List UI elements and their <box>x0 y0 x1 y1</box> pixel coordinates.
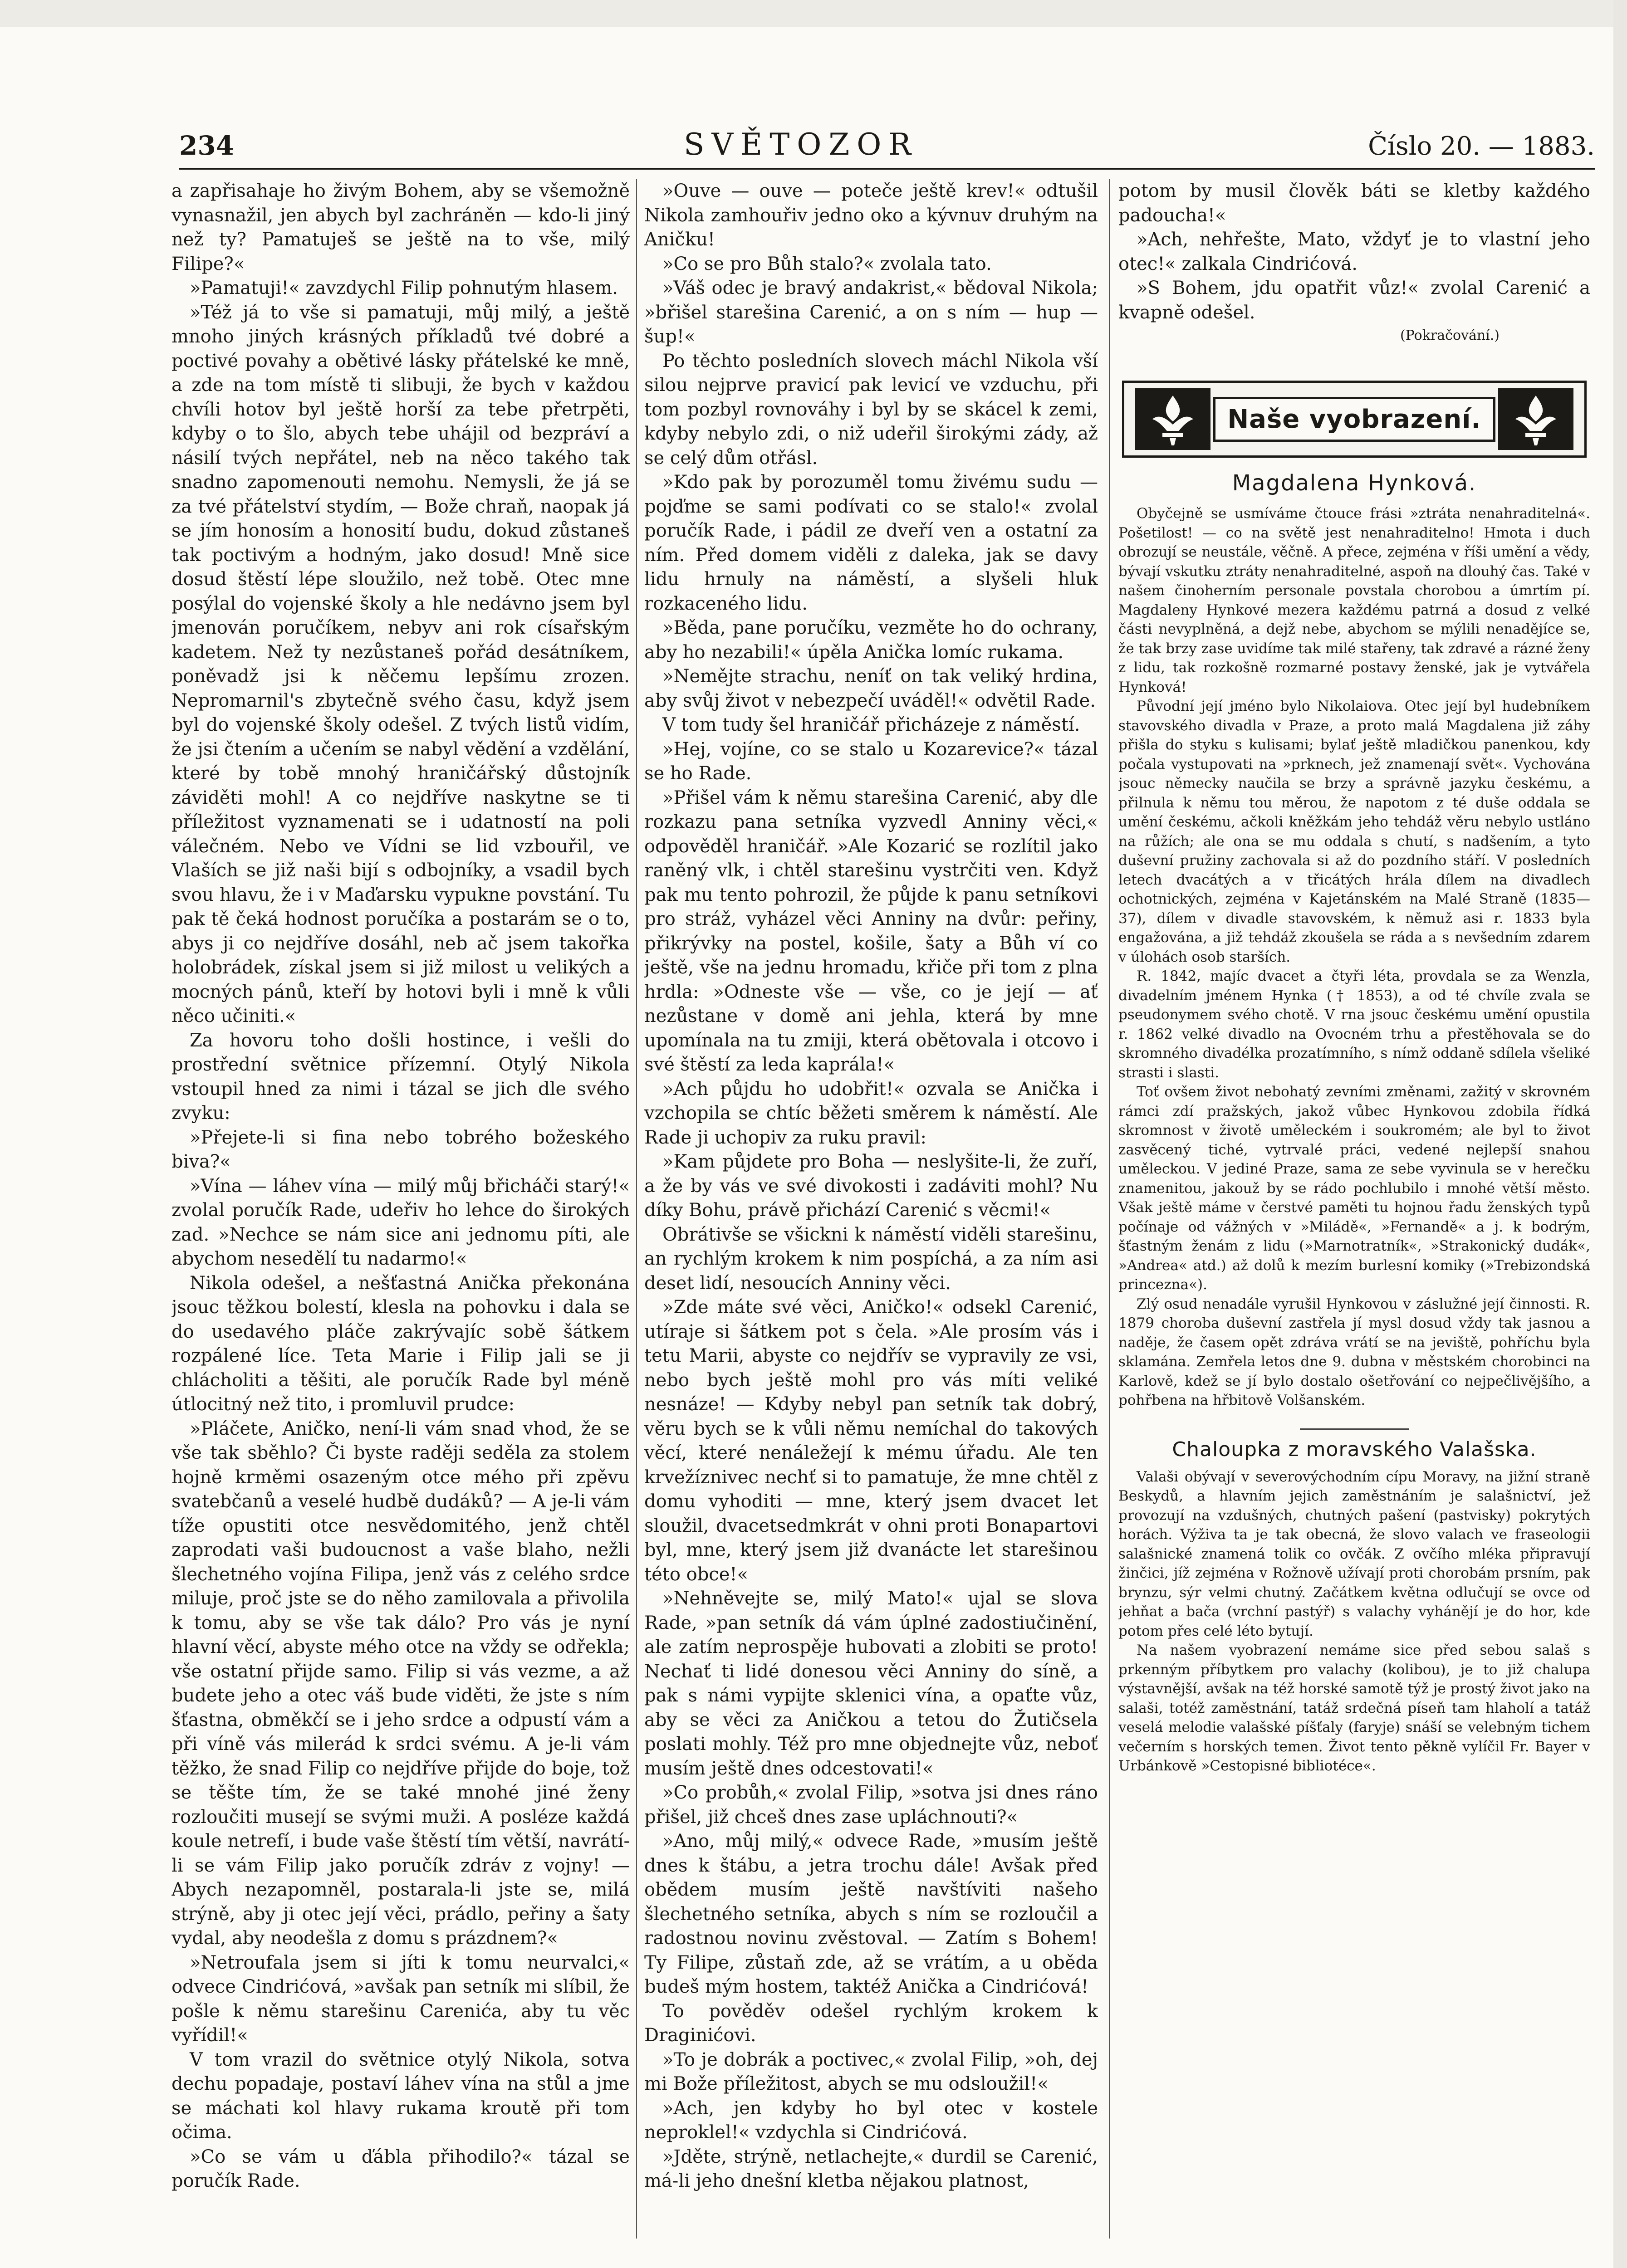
section-banner <box>1122 381 1587 458</box>
paragraph: Obrátivše se všickni k náměstí viděli starešinu, an rychlým krokem k nim pospíchá, a za ním asi deset lidí, nesoucích Anniny věci. <box>644 1224 1098 1294</box>
page-right-edge <box>1613 0 1627 2268</box>
paragraph: »S Bohem, jdu opatřit vůz!« zvolal Carenić a kvapně odešel. <box>1118 278 1590 323</box>
article-title: Chaloupka z moravského Valašska. <box>1172 1437 1537 1461</box>
article-title: Magdalena Hynková. <box>1232 470 1477 496</box>
fleur-ornament-icon <box>1134 387 1211 451</box>
paragraph: »Ach, nehřešte, Mato, vždyť je to vlastní jeho otec!« zalkala Cindrićová. <box>1118 229 1590 274</box>
article-separator <box>1300 1428 1409 1430</box>
paragraph: »To je dobrák a poctivec,« zvolal Filip, »oh, dej mi Bože příležitost, abych se mu odsloužil!« <box>644 2049 1098 2094</box>
paragraph: »Ach, jen kdyby ho byl otec v kostele neproklel!« vzdychla si Cindrićová. <box>644 2097 1098 2143</box>
section-banner-title: Naše vyobrazení. <box>1213 397 1495 442</box>
page-top-edge <box>0 0 1627 27</box>
paragraph: »Zde máte své věci, Aničko!« odsekl Carenić, utíraje si šátkem pot s čela. »Ale prosím vás i tetu Marii, abyste co nejdřív se vypravily ze vsi, nebo bych ještě mohl pro vás míti veliké nesnáze! — Kdyby nebyl pan setník tak dobrý, věru bych se k vůli němu nemíchal do takových věcí, které nenáležejí k mému úřadu. Ale ten krvežíznivec nechť si to pamatuje, že mne chtěl z domu vyhoditi — mne, který jsem dvacet let sloužil, dvacetsedmkrát v ohni proti Bonapartovi byl, mne, který jsem již dvanácte let starešinou této obce!« <box>644 1297 1098 1585</box>
fleur-ornament-icon <box>1497 387 1574 451</box>
page-number: 234 <box>179 130 235 161</box>
paragraph: potom by musil člověk báti se kletby každého padoucha!« <box>1118 181 1590 226</box>
paragraph: »Vína — láhev vína — milý můj břicháči starý!« zvolal poručík Rade, udeřiv ho lehce do širokých zad. »Nechce se nám sice ani jednomu píti, ale abychom nesedělí tu nadarmo!« <box>172 1175 630 1269</box>
paragraph: »Váš odec je bravý andakrist,« bědoval Nikola; »břišel starešina Carenić, a on s ním — hup — šup!« <box>644 278 1098 347</box>
paragraph: Valaši obývají v severovýchodním cípu Moravy, na jižní straně Beskydů, a hlavním jejich zaměstnáním je salašnictví, jež provozují na vzdušných, chutných pašení (pastvisky) pokrytých horách. Výživa ta je tak obecná, že slovo valach ve fraseologii salašnické znamená tolik co ovčák. Z ovčího mléka připravují žinčici, jíž zejména v Rožnově užívají proti chorobám prsním, pak brynzu, sýr velmi chutný. Začátkem května odlučují se ovce od jehňat a bača (vrchní pastýř) s valachy vyhánějí je do hor, kde potom přes celé léto bytují. <box>1118 1468 1590 1639</box>
paragraph: »Ouve — ouve — poteče ještě krev!« odtušil Nikola zamhouřiv jedno oko a kývnuv druhým na Aničku! <box>644 181 1098 250</box>
continued-note: (Pokračování.) <box>1400 327 1500 343</box>
paragraph: »Netroufala jsem si jíti k tomu neurvalci,« odvece Cindrićová, »avšak pan setník mi slíbil, že pošle k němu starešinu Carenića, aby tu věc vyřídil!« <box>172 1952 630 2046</box>
paragraph: »Nehněvejte se, milý Mato!« ujal se slova Rade, »pan setník dá vám úplné zadostiučinění, ale zatím neprospěje hubovati a zlobiti se proto! Nechať ti lidé donesou věci Anniny do síně, a pak s námi vypijte sklenici vína, a opaťte vůz, aby se věci za Aničkou a tetou do Žutičsela poslati mohly. Též pro mne objednejte vůz, neboť musím ještě dnes odcestovati!« <box>644 1588 1098 1779</box>
column-3 <box>1118 179 1590 2248</box>
paragraph: Na našem vyobrazení nemáme sice před sebou salaš s prkenným příbytkem pro valachy (kolibou), je to již chalupa výstavnější, avšak na též horské samotě týž je prostý život jako na salaši, totéž zaměstnání, tatáž srdečná píseň tam hlaholí a tatáž veselá melodie valašské píšťaly (faryje) snáší se velebným tichem večerním s horských temen. Život tento pěkně vylíčil Fr. Bayer v Urbánkově »Cestopisné bibliotéce«. <box>1118 1642 1590 1774</box>
paragraph: Zlý osud nenadále vyrušil Hynkovou v záslužné její činnosti. R. 1879 choroba duševní zastřela jí mysl dosud vždy tak jasnou a naděje, že časem opět zdráva vrátí se na jeviště, pohříchu byla sklamána. Zemřela letos dne 9. dubna v městském chorobinci na Karlově, kdež se jí bylo dostalo ošetřování co nejpečlivějšího, a pohřbena na hřbitově Volšanském. <box>1118 1295 1590 1408</box>
paragraph: »Přejete-li si fina nebo tobrého božeského biva?« <box>172 1127 630 1172</box>
paragraph: »Co se pro Bůh stalo?« zvolala tato. <box>662 253 992 274</box>
paragraph: Toť ovšem život nebohatý zevními změnami, zažitý v skrovném rámci zdí pražských, jakož vůbec Hynkovou zdobila řídká skromnost v životě uměleckém i soukromém; ale byl to život zasvěcený tiché, vytrvalé práci, vedené nejlepší snahou uměleckou. V jediné Praze, sama ze sebe vyvinula se v herečku znamenitou, jakouž by se rádo pochlubilo i mnohé větší město. Však ještě máme v čerstvé paměti tu hojnou řadu ženských typů počínaje od vážných v »Miládě«, »Fernandě« a j. k bodrým, šťastným ženám z lidu (»Marnotratník«, »Strakonický dudák«, »Andrea« atd.) až dolů k mezím burlesní komiky (»Trebizondská princezna«). <box>1118 1084 1590 1293</box>
paragraph: V tom vrazil do světnice otylý Nikola, sotva dechu popadaje, postaví láhev vína na stůl a jme se máchati kol hlavy rukama kroutě při tom očima. <box>172 2049 630 2143</box>
paragraph: Obyčejně se usmíváme čtouce frási »ztráta nenahraditelná«. Pošetilost! — co na světě jest nenahraditelno! Hmota i duch obrozují se neustále, věčně. A přece, zejména v říši umění a vědy, bývají vskutku ztráty nenahraditelné, aspoň na dlouhý čas. Také v našem činoherním personale povstala chorobou a úmrtím pí. Magdaleny Hynkové mezera každému patrná a dosud z velké části nevyplněná, a dejž nebe, abychom se mýlili nenadějíce se, že tak brzy zase uvidíme tak milé stařeny, tak zdravé a rázné ženy z lidu, tak rozkošně rozmarné postavy ženské, jak je vytvářela Hynková! <box>1118 505 1590 695</box>
paragraph: »Ano, můj milý,« odvece Rade, »musím ještě dnes k štábu, a jetra trochu dále! Avšak před obědem musím ještě navštíviti našeho šlechetného setníka, abych s ním se rozloučil a radostnou novinu zvěstoval. — Zatím s Bohem! Ty Filipe, zůstaň zde, až se vrátím, a u oběda budeš mým hostem, taktéž Anička a Cindrićová! <box>644 1831 1098 1997</box>
paragraph: To pověděv odešel rychlým krokem k Draginićovi. <box>644 2000 1098 2046</box>
paragraph: Za hovoru toho došli hostince, i vešli do prostřední světnice přízemní. Otylý Nikola vstoupil hned za nimi i tázal se jich dle svého zvyku: <box>172 1030 630 1124</box>
paragraph: »Přišel vám k němu starešina Carenić, aby dle rozkazu pana setníka vyzvedl Anniny věci,« odpověděl hraničář. »Ale Kozarić se rozlítil jako raněný vlk, i chtěl starešinu vystrčiti ven. Když pak mu tento pohrozil, že půjde k panu setníkovi pro stráž, vyházel věci Anniny na dvůr: peřiny, přikrývky na postel, košile, šaty a Bůh ví co ještě, vše na jednu hromadu, křiče při tom z plna hrdla: »Odneste vše — vše, co je její — ať nezůstane v domě ani jehla, která by mne upomínala na tu zmiji, která obětovala i otcovo i své štěstí za leda kaprála!« <box>644 787 1098 1075</box>
column-rule <box>636 179 637 2239</box>
paragraph: »Pláčete, Aničko, není-li vám snad vhod, že se vše tak sběhlo? Či byste raději seděla za stolem hojně krměmi osazeným otce mého při zpěvu svatebčanů a veselé hudbě dudáků? — A je-li vám tíže opustiti otce nesvědomitého, jenž chtěl zaprodati vaši budoucnost a vaše blaho, nežli šlechetného vojína Filipa, jenž vás z celého srdce miluje, proč jste se do něho zamilovala a přivolila k tomu, aby se vše tak dálo? Pro vás je nyní hlavní věcí, abyste mého otce na vždy se odřekla; vše ostatní přijde samo. Filip si vás vezme, a až budete jeho a otec váš bude viděti, že jste s ním šťastna, obměkčí se i jeho srdce a odpustí vám a při víně vás milerád k srdci svému. A je-li vám těžko, že snad Filip co nejdříve přijde do boje, tož se těšte tím, že se také mnohé jiné ženy rozloučiti musejí se svými muži. A posléze každá koule netrefí, i bude vaše štěstí tím větší, navrátí-li se vám Filip jako poručík zdráv z vojny! — Abych nezapomněl, postarala-li jste se, milá strýně, aby ji otec její věci, prádlo, peřiny a šaty vydal, aby neodešla z domu s prázdnem?« <box>172 1418 630 1949</box>
paragraph: »Hej, vojíne, co se stalo u Kozarevice?« tázal se ho Rade. <box>644 738 1098 784</box>
paragraph: »Běda, pane poručíku, vezměte ho do ochrany, aby ho nezabili!« úpěla Anička lomíc rukama. <box>644 617 1098 663</box>
paragraph: »Pamatuji!« zavzdychl Filip pohnutým hlasem. <box>190 278 618 298</box>
masthead: SVĚTOZOR <box>684 127 919 162</box>
paragraph: Původní její jméno bylo Nikolaiova. Otec její byl hudebníkem stavovského divadla v Praze, a proto malá Magdalena již záhy přišla do styku s kulisami; bylať ještě mladičkou panenkou, kdy počala vystupovati na »prknech, jež znamenají svět«. Vychována jsouc německy naučila se brzy a správně jazyku českému, a přilnula k němu tou měrou, že napotom z té duše oddala se umění českému, ačkoli kněžkám jeho tehdáž věru nebylo ustláno na růžích; ale ona se mu oddala s chutí, s nadšením, a tyto duševní pružiny zachovala si až do pozdního stáří. V posledních letech dvacátých a v třicátých hrála dílem na divadlech ochotnických, zejména v Kajetánském na Malé Straně (1835—37), dílem v divadle stavovském, k němuž asi r. 1833 byla engažována, a již tehdáž zkoušela se ráda a s nevšedním zdarem v úlohách osob starších. <box>1118 698 1590 965</box>
paragraph: »Co probůh,« zvolal Filip, »sotva jsi dnes ráno přišel, již chceš dnes zase upláchnouti?« <box>644 1782 1098 1828</box>
paragraph: »Co se vám u ďábla přihodilo?« tázal se poručík Rade. <box>172 2146 630 2191</box>
paragraph: »Ach půjdu ho udobřit!« ozvala se Anička i vzchopila se chtíc běžeti směrem k náměstí. Ale Rade ji uchopiv za ruku pravil: <box>644 1078 1098 1148</box>
paragraph: »Též já to vše si pamatuji, můj milý, a ještě mnoho jiných krásných příkladů tvé dobré a poctivé povahy a obětivé lásky přátelské ke mně, a zde na tom místě ti slibuji, že bych v každou chvíli hotov byl ještě horší za tebe přetrpěti, kdyby o to šlo, abych tebe uhájil od bezpráví a násilí tvých nepřátel, neb na něco takého tak snadno zapomenouti nemohu. Nemysli, že já se za tvé přátelství stydím, — Bože chraň, naopak já se jím honosím a honosití budu, dokud zůstaneš tak poctivým a hodným, jako dosud! Mně sice dosud štěstí lépe sloužilo, než tobě. Otec mne posýlal do vojenské školy a hle nedávno jsem byl jmenován poručíkem, nebyv ani rok císařským kadetem. Než ty nezůstaneš pořád desátníkem, poněvadž jsi k něčemu lepšímu zrozen. Nepromarnil's zbytečně svého času, když jsem byl do vojenské školy odešel. Z tvých listů vidím, že jsi čtením a učením se nabyl vědění a vzdělání, které by tobě mnohý hraničářský důstojník záviděti mohl! A co nejdříve naskytne se ti příležitost vyznamenati se i udatností na poli válečném. Nebo ve Vídni se lid vzbouřil, ve Vlaších se již naši bijí s odbojníky, a vsadil bych svou hlavu, že i v Maďarsku vypukne povstání. Tu pak tě čeká hodnost poručíka a postarám se o to, abys ji co nejdříve dosáhl, neb ač jsem takořka holobrádek, získal jsem si již milost u velikých a mocných pánů, kteří by hotovi byli i mně k vůli něco učiniti.« <box>172 302 630 1026</box>
issue-label: Číslo 20. — 1883. <box>1368 132 1595 161</box>
paragraph: Nikola odešel, a nešťastná Anička překonána jsouc těžkou bolestí, klesla na pohovku i dala se do usedavého pláče zakrývajíc sobě šátkem rozpálené líce. Teta Marie i Filip jali se ji chlácholiti a těšiti, ale poručík Rade byl méně útlocitný než tito, i promluvil prudce: <box>172 1272 630 1415</box>
paragraph: »Nemějte strachu, neníť on tak veliký hrdina, aby svůj život v nebezpečí uváděl!« odvětil Rade. <box>644 666 1098 711</box>
column-2 <box>644 179 1098 2248</box>
paragraph: »Jděte, strýně, netlachejte,« durdil se Carenić, má-li jeho dnešní kletba nějakou platnost, <box>644 2146 1098 2191</box>
paragraph: »Kdo pak by porozuměl tomu živému sudu — pojďme se sami podívati co se stalo!« zvolal poručík Rade, i pádil ze dveří ven a ostatní za ním. Před domem viděli z daleka, jak se davy lidu hrnuly na náměstí, a slyšeli hluk rozkaceného lidu. <box>644 472 1098 614</box>
paragraph: a zapřisahaje ho živým Bohem, aby se všemožně vynasnažil, jen abych byl zachráněn — kdo-li jiný než ty? Pamatuješ se ještě na to vše, milý Filipe?« <box>172 181 630 274</box>
paragraph: Po těchto posledních slovech máchl Nikola vší silou nejprve pravicí pak levicí ve vzduchu, při tom pozbyl rovnováhy i byl by se skácel k zemi, kdyby nebylo zdi, o niž udeřil širokými zády, až se celý dům otřásl. <box>644 350 1098 469</box>
paragraph: V tom tudy šel hraničář přicházeje z náměstí. <box>662 714 1080 735</box>
paragraph: R. 1842, majíc dvacet a čtyři léta, provdala se za Wenzla, divadelním jménem Hynka († 1853), a od té chvíle zvala se pseudonymem svého chotě. V rna jsouc českému umění opustila r. 1862 velké divadlo na Ovocném trhu a přestěhovala se do skromného divadélka prozatímního, s nímž oddaně sdílela všeliké strasti i slasti. <box>1118 968 1590 1081</box>
page-header <box>179 127 1595 170</box>
column-1 <box>172 179 630 2248</box>
paragraph: »Kam půjdete pro Boha — neslyšite-li, že zuří, a že by vás ve své divokosti i zadáviti mohl? Nu díky Bohu, právě přichází Carenić s věcmi!« <box>644 1151 1098 1221</box>
column-rule <box>1109 179 1110 2239</box>
